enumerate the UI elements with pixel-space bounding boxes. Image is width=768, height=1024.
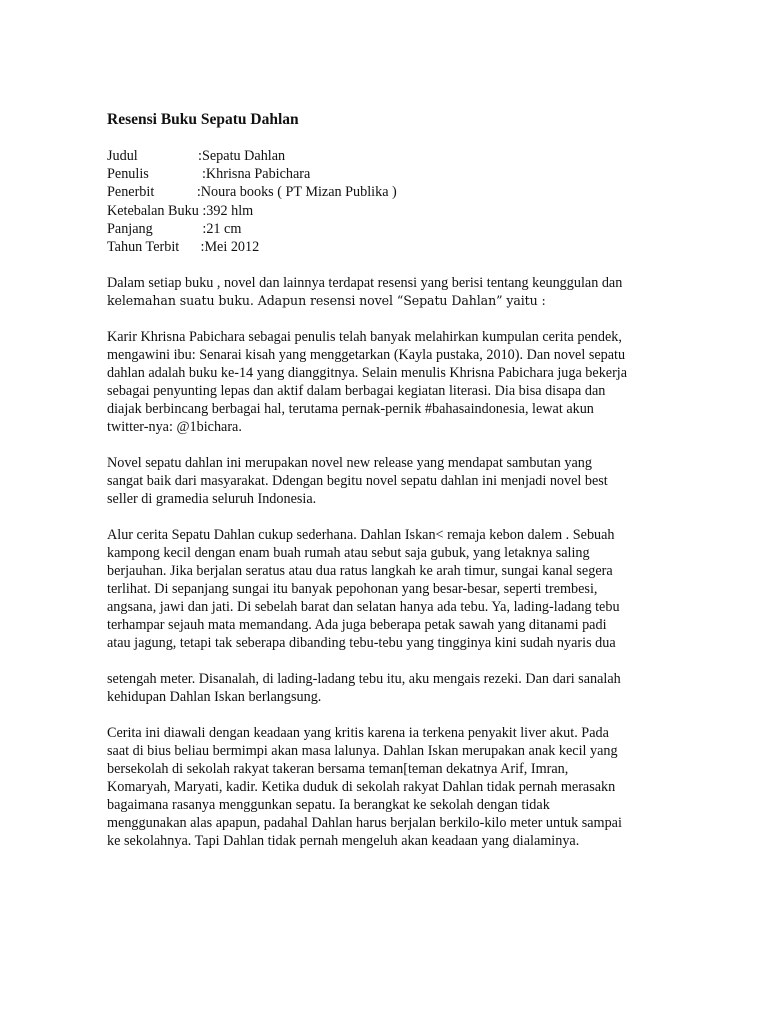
text-line: saat di bius beliau bermimpi akan masa lalunya. Dahlan Iskan merupakan anak kecil yang (107, 743, 618, 760)
text-line: setengah meter. Disanalah, di lading-ladang tebu itu, aku mengais rezeki. Dan dari sanalah (107, 671, 621, 688)
text-line: seller di gramedia seluruh Indonesia. (107, 491, 317, 508)
text-line: kelemahan suatu buku. Adapun resensi novel “Sepatu Dahlan” yaitu : (107, 293, 546, 309)
paragraph-intro (107, 274, 667, 310)
text-line: sebagai penyunting lepas dan aktif dalam berbagai kegiatan literasi. Dia bisa disapa dan (107, 383, 606, 400)
text-line: sangat baik dari masyarakat. Ddengan begitu novel sepatu dahlan ini menjadi novel best (107, 473, 608, 490)
document-content (107, 110, 667, 868)
text-line: menggunakan alas apapun, padahal Dahlan harus berjalan berkilo-kilo meter untuk sampai (107, 815, 622, 832)
text-line: Alur cerita Sepatu Dahlan cukup sederhana. Dahlan Iskan< remaja kebon dalem . Sebuah (107, 527, 615, 544)
meta-value: :21 cm (152, 220, 242, 237)
meta-value: :Sepatu Dahlan (137, 148, 286, 164)
text-line: kampong kecil dengan enam buah rumah atau sebut saja gubuk, yang letaknya saling (107, 545, 590, 562)
book-metadata (107, 147, 667, 256)
text-line: angsana, jawi dan jati. Di sebelah barat dan selatan hanya ada tebu. Ya, lading-ladang tebu (107, 599, 620, 616)
paragraph-plot-continued (107, 670, 667, 706)
meta-row-penerbit (107, 183, 667, 201)
paragraph-reception (107, 454, 667, 508)
text-line: terhampar sejauh mata memandang. Ada juga beberapa petak sawah yang ditanami padi (107, 617, 607, 634)
text-line: Karir Khrisna Pabichara sebagai penulis telah banyak melahirkan kumpulan cerita pendek, (107, 329, 622, 346)
text-line: ke sekolahnya. Tapi Dahlan tidak pernah mengeluh akan keadaan yang dialaminya. (107, 833, 580, 850)
text-line: bagaimana rasanya menggunkan sepatu. Ia berangkat ke sekolah dengan tidak (107, 797, 550, 814)
text-line: mengawini ibu: Senarai kisah yang menggetarkan (Kayla pustaka, 2010). Dan novel sepatu (107, 347, 626, 364)
text-line: diajak berbincang berbagai hal, terutama pernak-pernik #bahasaindonesia, lewat akun (107, 401, 594, 418)
meta-value: :392 hlm (198, 202, 254, 219)
text-line: twitter-nya: @1bichara. (107, 419, 242, 436)
meta-row-tahun (107, 238, 667, 256)
meta-row-panjang (107, 220, 667, 238)
text-line: Cerita ini diawali dengan keadaan yang kritis karena ia terkena penyakit liver akut. Pada (107, 725, 609, 742)
meta-value: :Khrisna Pabichara (148, 166, 311, 183)
meta-value: :Noura books ( PT Mizan Publika ) (154, 184, 397, 201)
meta-row-ketebalan (107, 202, 667, 220)
meta-label: Ketebalan Buku (107, 202, 199, 219)
meta-label: Judul (107, 148, 138, 164)
meta-row-penulis (107, 165, 667, 183)
text-line: atau jagung, tetapi tak seberapa dibanding tebu-tebu yang tingginya kini sudah nyaris dua (107, 635, 616, 652)
text-line: Novel sepatu dahlan ini merupakan novel new release yang mendapat sambutan yang (107, 455, 592, 472)
text-line: bersekolah di sekolah rakyat takeran bersama teman[teman dekatnya Arif, Imran, (107, 761, 569, 778)
text-line: terlihat. Di sepanjang sungai itu banyak pepohonan yang besar-besar, seperti trembesi, (107, 581, 598, 598)
paragraph-plot (107, 526, 667, 652)
text-line: kehidupan Dahlan Iskan berlangsung. (107, 689, 322, 706)
meta-value: :Mei 2012 (179, 238, 260, 255)
meta-row-judul (107, 147, 667, 165)
text-line: berjauhan. Jika berjalan seratus atau dua ratus langkah ke arah timur, sungai kanal segera (107, 563, 613, 580)
meta-label: Penerbit (107, 184, 155, 201)
paragraph-story (107, 724, 667, 850)
paragraph-author (107, 328, 667, 436)
text-line: Dalam setiap buku , novel dan lainnya terdapat resensi yang berisi tentang keunggulan dan (107, 275, 623, 292)
document-title: Resensi Buku Sepatu Dahlan (107, 111, 299, 128)
meta-label: Penulis (107, 166, 149, 183)
text-line: dahlan adalah buku ke-14 yang dianggitnya. Selain menulis Khrisna Pabichara juga bekerja (107, 365, 628, 382)
text-line: Komaryah, Maryati, kadir. Ketika duduk di sekolah rakyat Dahlan tidak pernah merasakn (107, 779, 616, 796)
meta-label: Panjang (107, 220, 153, 237)
meta-label: Tahun Terbit (107, 238, 180, 255)
